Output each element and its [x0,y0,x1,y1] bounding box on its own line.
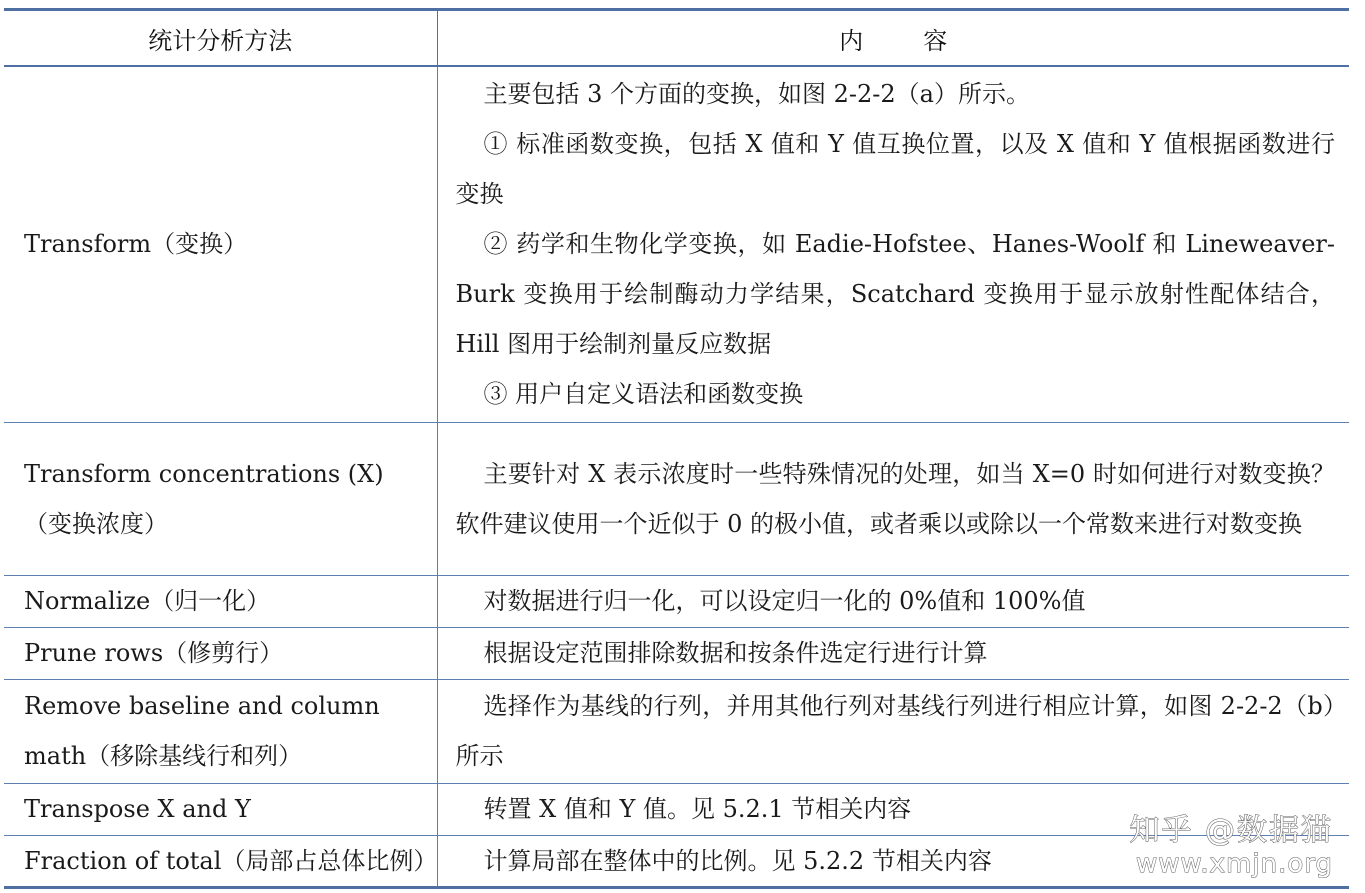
header-content [437,10,1349,67]
content-paragraph: ③ 用户自定义语法和函数变换 [483,380,804,409]
content-paragraph: 主要包括 3 个方面的变换，如图 2-2-2（a）所示。 [483,80,1030,109]
method-content [437,575,1349,627]
content-paragraph: ② 药学和生物化学变换，如 Eadie-Hofstee、Hanes-Woolf 和 Lineweaver-Burk 变换用于绘制酶动力学结果，Scatchard 变换用于显示放射性配体结合，Hill 图用于绘制剂量反应数据 [455,230,1335,359]
table-row [4,575,1349,627]
content-paragraph: 转置 X 值和 Y 值。见 5.2.1 节相关内容 [483,795,912,823]
methods-table [4,8,1349,889]
content-paragraph: 根据设定范围排除数据和按条件选定行进行计算 [483,639,988,667]
header-content-label: 内容 [839,26,1008,55]
content-paragraph: 计算局部在整体中的比例。见 5.2.2 节相关内容 [483,846,992,875]
watermark-line1: 知乎 @数据猫 [1129,813,1333,848]
method-content [437,66,1349,422]
table-row [4,679,1349,783]
header-method: 统计分析方法 [4,10,437,67]
watermark [1129,805,1333,879]
table-row [4,66,1349,422]
content-paragraph: 主要针对 X 表示浓度时一些特殊情况的处理，如当 X=0 时如何进行对数变换？软件建议使用一个近似于 0 的极小值，或者乘以或除以一个常数来进行对数变换 [455,459,1335,538]
method-content [437,627,1349,679]
method-content [437,422,1349,575]
method-name: Prune rows（修剪行） [4,627,437,679]
method-name: Transform concentrations (X)（变换浓度） [4,422,437,575]
watermark-line2: www.xmjn.org [1136,849,1333,879]
table-header-row [4,10,1349,67]
table-row [4,627,1349,679]
method-name: Fraction of total（局部占总体比例） [4,835,437,887]
method-content [437,679,1349,783]
method-name: Transpose X and Y [4,783,437,835]
method-name: Transform（变换） [4,66,437,422]
method-name: Remove baseline and column math（移除基线行和列） [4,679,437,783]
method-name: Normalize（归一化） [4,575,437,627]
content-paragraph: 选择作为基线的行列，并用其他行列对基线行列进行相应计算，如图 2-2-2（b）所示 [455,692,1335,770]
content-paragraph: ① 标准函数变换，包括 X 值和 Y 值互换位置，以及 X 值和 Y 值根据函数进行变换 [455,130,1335,209]
table-row [4,422,1349,575]
content-paragraph: 对数据进行归一化，可以设定归一化的 0%值和 100%值 [483,587,1086,615]
